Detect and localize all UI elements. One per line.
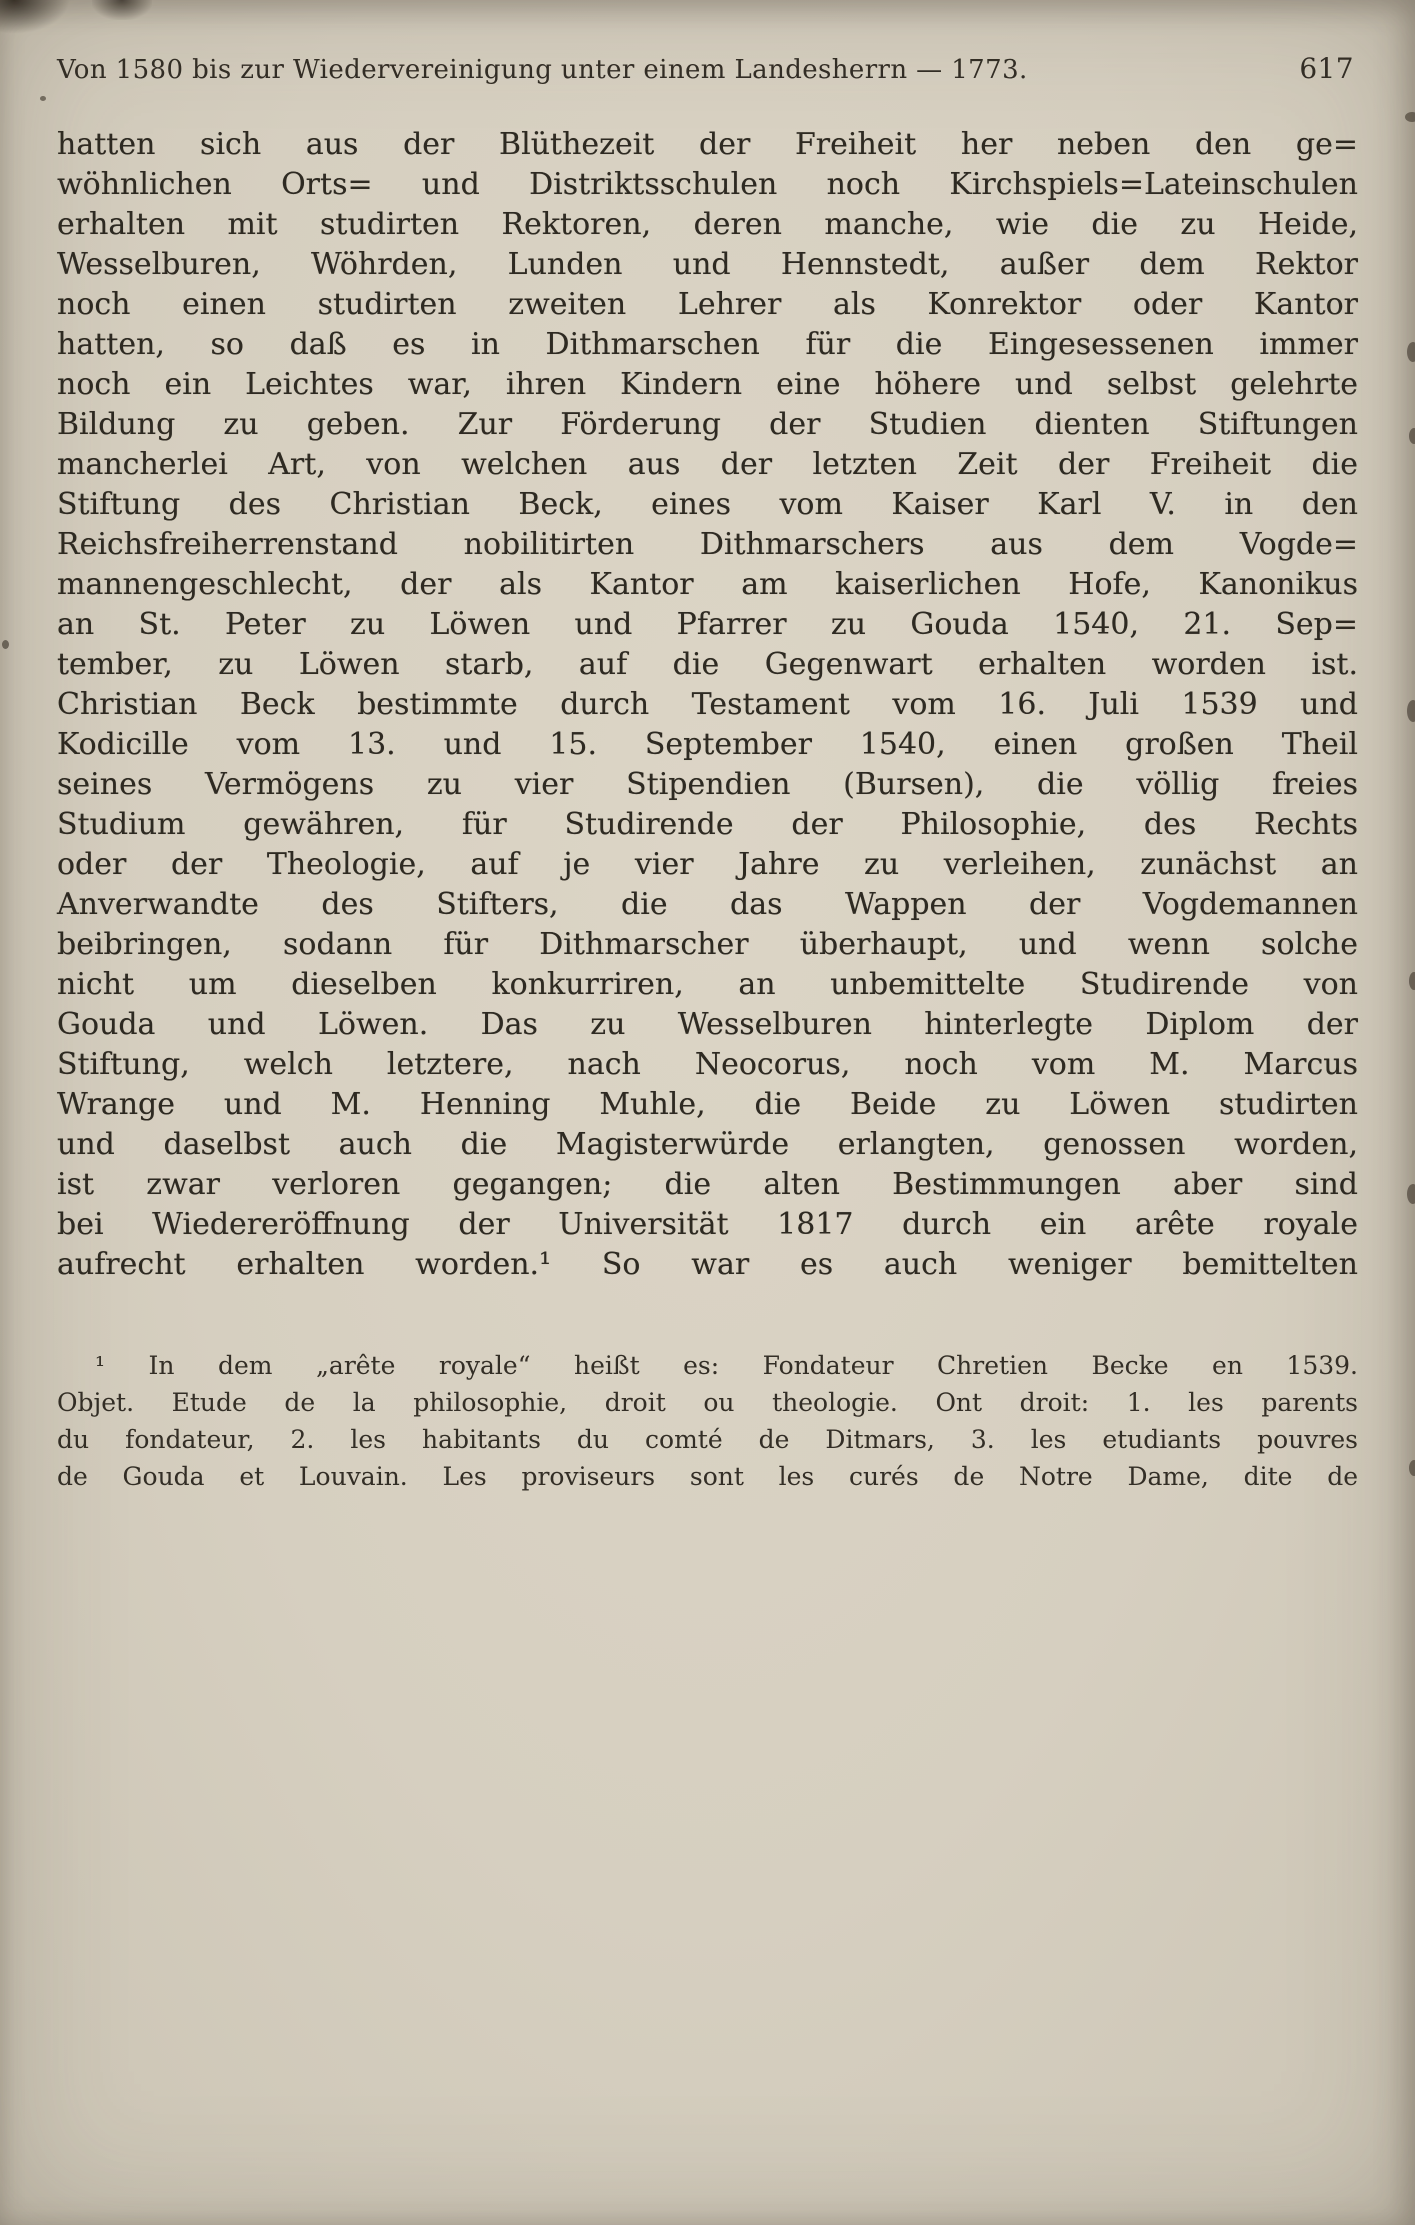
scan-artifact xyxy=(1409,1460,1415,1476)
body-line: ist zwar verloren gegangen; die alten Bestimmungen aber sind xyxy=(57,1167,1358,1202)
footnote-line: du fondateur, 2. les habitants du comté de Ditmars, 3. les etudiants pouvres xyxy=(57,1425,1358,1454)
body-line: Studium gewähren, für Studirende der Philosophie, des Rechts xyxy=(57,807,1358,842)
body-line: Christian Beck bestimmte durch Testament vom 16. Juli 1539 und xyxy=(57,687,1358,722)
page-number: 617 xyxy=(1299,52,1354,85)
body-line: tember, zu Löwen starb, auf die Gegenwart erhalten worden ist. xyxy=(57,647,1358,682)
scan-artifact xyxy=(1405,112,1415,122)
footnote xyxy=(57,1347,1358,1495)
page-content xyxy=(57,0,1358,1495)
body-line: nicht um dieselben konkurriren, an unbemittelte Studirende von xyxy=(57,967,1358,1002)
body-line: noch einen studirten zweiten Lehrer als Konrektor oder Kantor xyxy=(57,287,1358,322)
body-line: Kodicille vom 13. und 15. September 1540, einen großen Theil xyxy=(57,727,1358,762)
scan-artifact xyxy=(1407,342,1415,362)
page-header xyxy=(57,0,1358,85)
scan-artifact xyxy=(40,96,46,101)
body-line: erhalten mit studirten Rektoren, deren manche, wie die zu Heide, xyxy=(57,207,1358,242)
body-line: seines Vermögens zu vier Stipendien (Bursen), die völlig freies xyxy=(57,767,1358,802)
body-line: und daselbst auch die Magisterwürde erlangten, genossen worden, xyxy=(57,1127,1358,1162)
footnote-line: Objet. Etude de la philosophie, droit ou theologie. Ont droit: 1. les parents xyxy=(57,1388,1358,1417)
body-line: Bildung zu geben. Zur Förderung der Studien dienten Stiftungen xyxy=(57,407,1358,442)
body-line: Stiftung des Christian Beck, eines vom Kaiser Karl V. in den xyxy=(57,487,1358,522)
body-line: wöhnlichen Orts= und Distriktsschulen noch Kirchspiels=Lateinschulen xyxy=(57,167,1358,202)
scan-artifact xyxy=(2,640,9,649)
body-line: Stiftung, welch letztere, nach Neocorus, noch vom M. Marcus xyxy=(57,1047,1358,1082)
footnote-line: ¹ In dem „arête royale“ heißt es: Fondateur Chretien Becke en 1539. xyxy=(95,1351,1358,1380)
scan-artifact xyxy=(1409,428,1415,444)
body-line: aufrecht erhalten worden.¹ So war es auch weniger bemittelten xyxy=(57,1247,1358,1282)
body-line: hatten sich aus der Blüthezeit der Freiheit her neben den ge= xyxy=(57,127,1358,162)
scan-artifact xyxy=(1407,700,1415,722)
body-line: Reichsfreiherrenstand nobilitirten Dithmarschers aus dem Vogde= xyxy=(57,527,1358,562)
body-line: beibringen, sodann für Dithmarscher überhaupt, und wenn solche xyxy=(57,927,1358,962)
body-text xyxy=(57,125,1358,1285)
body-line: Anverwandte des Stifters, die das Wappen der Vogdemannen xyxy=(57,887,1358,922)
body-line: Wrange und M. Henning Muhle, die Beide zu Löwen studirten xyxy=(57,1087,1358,1122)
body-line: mancherlei Art, von welchen aus der letzten Zeit der Freiheit die xyxy=(57,447,1358,482)
body-line: mannengeschlecht, der als Kantor am kaiserlichen Hofe, Kanonikus xyxy=(57,567,1358,602)
body-line: hatten, so daß es in Dithmarschen für die Eingesessenen immer xyxy=(57,327,1358,362)
running-title: Von 1580 bis zur Wiedervereinigung unter einem Landesherrn — 1773. xyxy=(57,55,1028,85)
body-line: an St. Peter zu Löwen und Pfarrer zu Gouda 1540, 21. Sep= xyxy=(57,607,1358,642)
footnote-line: de Gouda et Louvain. Les proviseurs sont les curés de Notre Dame, dite de xyxy=(57,1462,1358,1491)
body-line: oder der Theologie, auf je vier Jahre zu verleihen, zunächst an xyxy=(57,847,1358,882)
body-line: Wesselburen, Wöhrden, Lunden und Hennstedt, außer dem Rektor xyxy=(57,247,1358,282)
body-line: bei Wiedereröffnung der Universität 1817 durch ein arête royale xyxy=(57,1207,1358,1242)
scan-artifact xyxy=(1407,1184,1415,1204)
scan-artifact xyxy=(1409,972,1415,990)
body-line: noch ein Leichtes war, ihren Kindern eine höhere und selbst gelehrte xyxy=(57,367,1358,402)
body-line: Gouda und Löwen. Das zu Wesselburen hinterlegte Diplom der xyxy=(57,1007,1358,1042)
